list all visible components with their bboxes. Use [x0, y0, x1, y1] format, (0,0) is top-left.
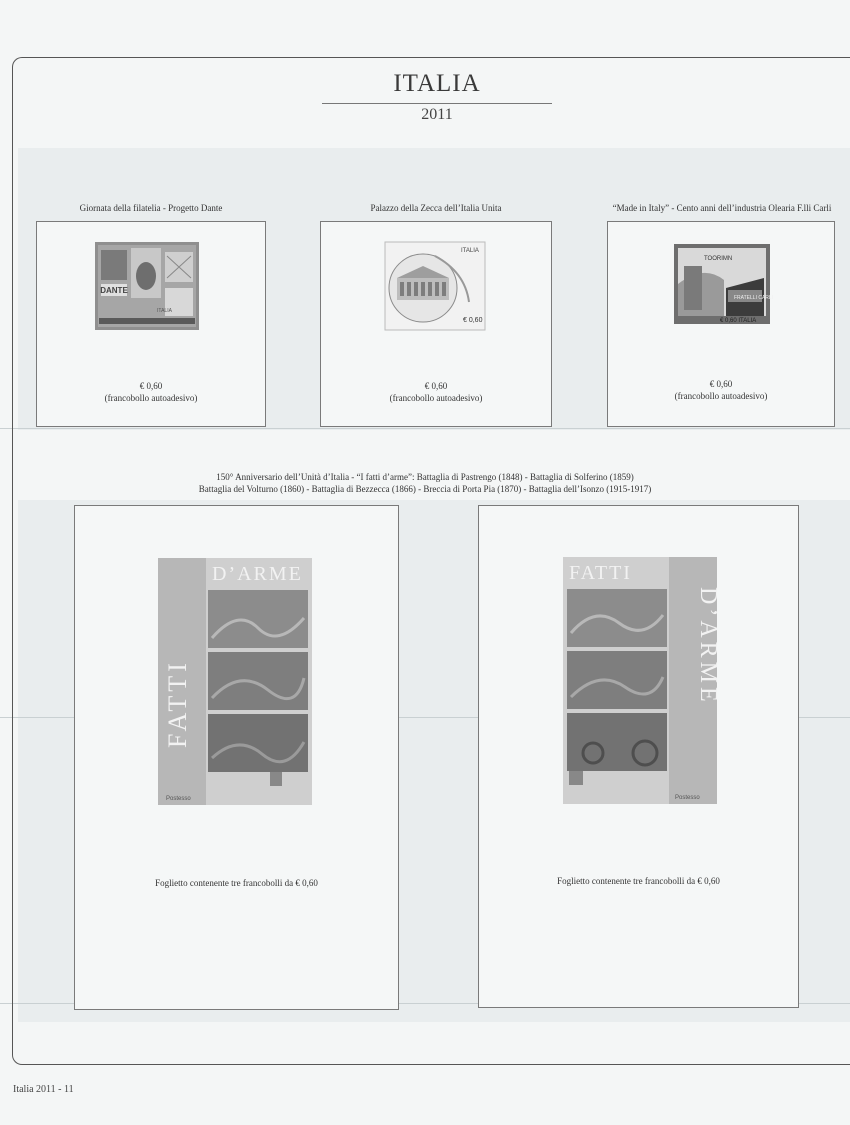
stamp-mount-carli: [607, 221, 835, 427]
stamp-value: € 0,60: [424, 381, 448, 391]
series-caption-line1: 150° Anniversario dell’Unità d’Italia - “I fatti d’arme”: Battaglia di Pastrengo (1848) - Battaglia di Solferino (1859): [216, 472, 634, 482]
stamp-dante-country: ITALIA: [157, 308, 172, 314]
stamp-note: (francobollo autoadesivo): [389, 393, 483, 403]
sheet-mount-right: [478, 505, 799, 1008]
sheet-title-right: FATTI: [569, 562, 632, 584]
stamp-mount-dante: [36, 221, 266, 427]
sheet-title-left: D’ARME: [212, 563, 303, 585]
page-footer: Italia 2011 - 11: [13, 1084, 74, 1095]
stamp-dante-image: [95, 242, 199, 330]
series-caption-line2: Battaglia del Volturno (1860) - Battaglia di Bezzecca (1866) - Breccia di Porta Pia (1870) - Battaglia dell’Isonzo (1915-1917): [198, 484, 652, 494]
souvenir-sheet-left: [158, 558, 312, 805]
stamp-dante-label: DANTE: [100, 286, 128, 295]
souvenir-sheet-right: [563, 557, 721, 804]
stamp-value: € 0,60: [709, 379, 733, 389]
sheet-title-vertical-right: D’ARME: [695, 587, 721, 706]
stamp-note: (francobollo autoadesivo): [674, 391, 768, 401]
stamp-caption-zecca: Palazzo della Zecca dell’Italia Unita: [370, 203, 502, 213]
page-title: ITALIA: [393, 70, 481, 97]
stamp-note: (francobollo autoadesivo): [104, 393, 198, 403]
title-divider: [322, 103, 552, 104]
stamp-caption-dante: Giornata della filatelia - Progetto Dante: [79, 203, 223, 213]
stamp-zecca-value: € 0,60: [463, 317, 483, 324]
stamp-value: € 0,60: [139, 381, 163, 391]
stamp-carli-brand: FRATELLI CARLI: [734, 295, 774, 301]
sheet-mount-left: [74, 505, 399, 1010]
sheet-label-right: Foglietto contenente tre francobolli da € 0,60: [557, 876, 720, 886]
stamp-carli-label: TOORIMN: [704, 256, 733, 262]
sheet-label-left: Foglietto contenente tre francobolli da € 0,60: [155, 878, 318, 888]
stamp-carli-value: € 0,60 ITALIA: [720, 318, 757, 324]
sheet-title-vertical-left: FATTI: [163, 659, 192, 748]
stamp-carli-image: [674, 244, 774, 324]
stamp-zecca-country: ITALIA: [461, 248, 479, 254]
sheet-footer-right: Postesso: [675, 795, 700, 801]
stamp-zecca-image: [385, 242, 485, 330]
stamp-mount-zecca: [320, 221, 552, 427]
stamp-caption-carli: “Made in Italy” - Cento anni dell’industria Olearia F.lli Carli: [612, 203, 832, 213]
page-year: 2011: [421, 106, 453, 123]
sheet-footer-left: Postesso: [166, 796, 191, 802]
